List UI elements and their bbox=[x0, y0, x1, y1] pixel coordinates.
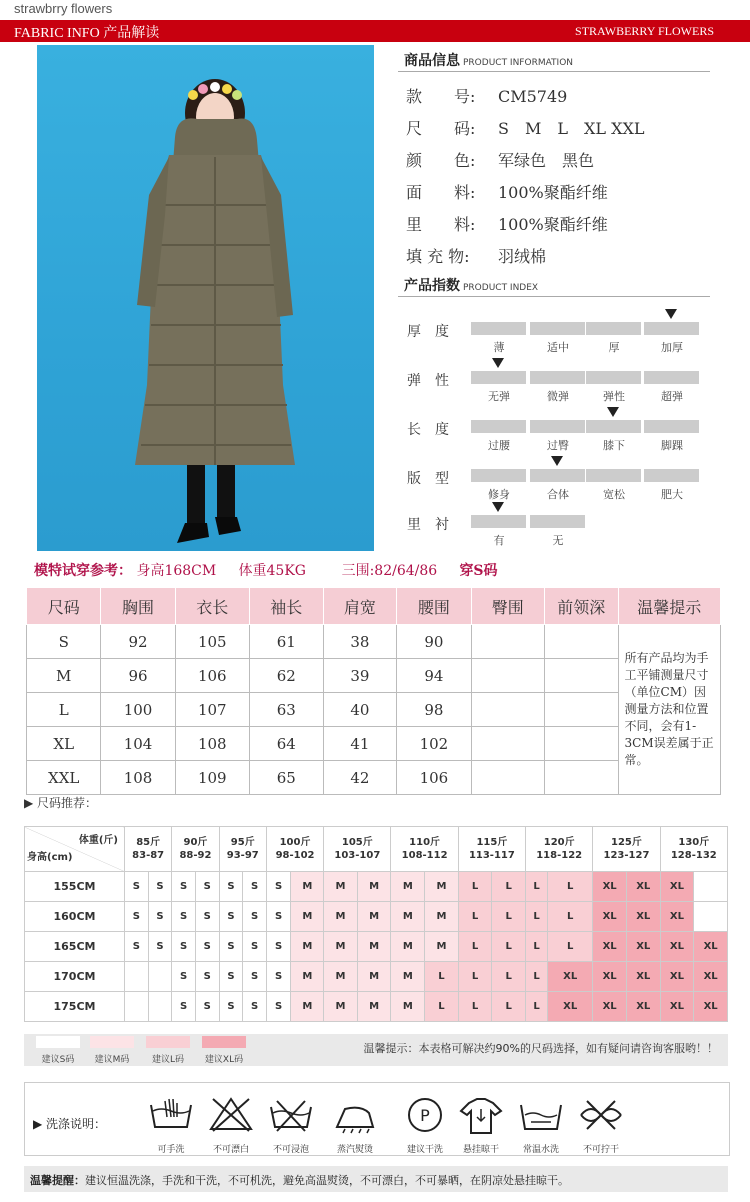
size-recommend-cell: M bbox=[324, 962, 358, 992]
product-photo bbox=[37, 45, 374, 551]
weight-range: 118-122 bbox=[536, 850, 583, 861]
size-table-cell bbox=[471, 727, 545, 761]
corner-cell bbox=[25, 827, 125, 872]
size-recommend-cell: M bbox=[425, 902, 459, 932]
size-recommend-cell: XL bbox=[660, 992, 694, 1022]
size-recommend-cell: L bbox=[492, 962, 526, 992]
size-recommend-cell bbox=[125, 962, 149, 992]
size-recommend-cell: S bbox=[266, 962, 291, 992]
size-recommend-cell: S bbox=[219, 932, 243, 962]
size-recommend-cell: S bbox=[266, 902, 291, 932]
size-legend bbox=[24, 1034, 728, 1066]
wash-icon-label: 不可漂白 bbox=[212, 1145, 249, 1155]
weight-header bbox=[266, 827, 323, 872]
dry-clean-icon bbox=[395, 1095, 455, 1155]
index-segment bbox=[586, 371, 641, 384]
size-recommend-cell: XL bbox=[626, 992, 660, 1022]
weight-header bbox=[172, 827, 219, 872]
index-segment bbox=[471, 322, 526, 335]
wash-label: ▶ 洗涤说明： bbox=[33, 1117, 107, 1131]
size-recommend-cell: L bbox=[425, 992, 459, 1022]
weight-header bbox=[660, 827, 727, 872]
size-recommend-cell: M bbox=[425, 932, 459, 962]
size-table-cell: 106 bbox=[397, 761, 471, 795]
index-row-label: 弹 性 bbox=[407, 373, 449, 389]
warm-tip: 温馨提示：本表格可解决约90%的尺码选择，如有疑问请咨询客服哟！！ bbox=[363, 1042, 718, 1055]
index-option-label: 肥大 bbox=[661, 488, 683, 501]
size-recommend-cell: L bbox=[548, 932, 593, 962]
size-recommend-cell: XL bbox=[694, 932, 728, 962]
size-recommend-cell: L bbox=[548, 872, 593, 902]
size-table-cell: 104 bbox=[101, 727, 175, 761]
info-row-style: 款 号: CM5749 bbox=[406, 87, 568, 106]
size-table-cell bbox=[471, 659, 545, 693]
svg-text:P: P bbox=[420, 1106, 430, 1125]
weight-range: 123-127 bbox=[603, 850, 650, 861]
weight-value: 115斤 bbox=[476, 837, 508, 848]
size-recommend-cell: S bbox=[266, 932, 291, 962]
size-table-cell: 61 bbox=[249, 625, 323, 659]
size-recommend-cell: S bbox=[195, 902, 219, 932]
brand-text: strawbrry flowers bbox=[14, 1, 113, 16]
selected-marker-icon bbox=[665, 309, 677, 319]
size-table-cell: XL bbox=[27, 727, 101, 761]
size-recommend-cell: L bbox=[492, 932, 526, 962]
selected-marker-icon bbox=[492, 358, 504, 368]
index-segment bbox=[644, 371, 699, 384]
size-recommend-cell bbox=[125, 992, 149, 1022]
size-recommend-cell: S bbox=[195, 992, 219, 1022]
index-row-label: 里 衬 bbox=[407, 517, 449, 533]
size-table-cell bbox=[471, 625, 545, 659]
size-recommend-cell: XL bbox=[626, 872, 660, 902]
size-recommend-cell: L bbox=[458, 992, 492, 1022]
hang-dry-icon bbox=[451, 1095, 511, 1155]
legend-swatch bbox=[36, 1036, 80, 1048]
size-table-header: 衣长 bbox=[175, 588, 249, 625]
weight-range: 128-132 bbox=[670, 850, 717, 861]
size-recommend-cell: M bbox=[324, 902, 358, 932]
size-recommend-cell: M bbox=[291, 872, 324, 902]
size-recommend-cell: S bbox=[195, 932, 219, 962]
info-row-size: 尺 码: S M L XL XXL bbox=[406, 119, 645, 138]
size-recommend-cell: M bbox=[357, 872, 391, 902]
table-row bbox=[27, 659, 721, 693]
size-recommend-cell: L bbox=[526, 872, 548, 902]
size-recommend-cell: L bbox=[458, 872, 492, 902]
size-recommend-cell bbox=[148, 962, 172, 992]
size-recommend-cell: S bbox=[195, 872, 219, 902]
info-row-fabric: 面 料: 100%聚酯纤维 bbox=[406, 183, 608, 202]
index-option-label: 无弹 bbox=[488, 390, 510, 403]
weight-header bbox=[324, 827, 391, 872]
size-recommend-cell: M bbox=[391, 902, 425, 932]
size-recommend-cell: L bbox=[492, 992, 526, 1022]
index-segment bbox=[644, 469, 699, 482]
size-recommend-cell: M bbox=[391, 992, 425, 1022]
size-recommend-cell: S bbox=[172, 932, 196, 962]
index-option-label: 厚 bbox=[608, 341, 620, 354]
header-left-title: FABRIC INFO 产品解读 bbox=[14, 26, 160, 41]
height-label: 155CM bbox=[25, 872, 125, 902]
size-table-cell: 102 bbox=[397, 727, 471, 761]
size-table-cell bbox=[471, 761, 545, 795]
table-row bbox=[25, 962, 728, 992]
size-tip: 所有产品均为手工平铺测量尺寸（单位CM）因测量方法和位置不同，会有1-3CM误差属于正常。 bbox=[618, 625, 720, 795]
size-recommend-cell: S bbox=[243, 872, 267, 902]
size-table-cell bbox=[545, 727, 619, 761]
no-soak-icon bbox=[261, 1095, 321, 1155]
size-recommend-cell: S bbox=[125, 902, 149, 932]
weight-header bbox=[219, 827, 266, 872]
size-table-cell: 96 bbox=[101, 659, 175, 693]
size-table-header: 温馨提示 bbox=[618, 588, 720, 625]
weight-value: 95斤 bbox=[230, 837, 255, 848]
index-row-label: 版 型 bbox=[407, 471, 449, 487]
weight-range: 103-107 bbox=[334, 850, 381, 861]
size-recommend-cell: M bbox=[291, 992, 324, 1022]
index-segment bbox=[471, 469, 526, 482]
size-table-cell bbox=[545, 693, 619, 727]
index-segment bbox=[644, 322, 699, 335]
steam-iron-icon bbox=[325, 1095, 385, 1155]
table-row bbox=[27, 761, 721, 795]
size-recommend-cell: XL bbox=[660, 872, 694, 902]
index-segment bbox=[530, 469, 585, 482]
index-option-label: 微弹 bbox=[547, 390, 569, 403]
size-table-header: 前领深 bbox=[545, 588, 619, 625]
wash-icon-label: 蒸汽熨烫 bbox=[336, 1145, 373, 1155]
size-recommend-cell: S bbox=[243, 992, 267, 1022]
size-recommend-cell: XL bbox=[593, 872, 627, 902]
size-recommend-cell: XL bbox=[660, 902, 694, 932]
size-recommend-cell: S bbox=[148, 872, 172, 902]
size-table-cell: 38 bbox=[323, 625, 397, 659]
legend-label: 建议XL码 bbox=[204, 1055, 244, 1065]
size-recommend-cell: XL bbox=[593, 992, 627, 1022]
size-recommend-cell: XL bbox=[660, 962, 694, 992]
bottom-note: 温馨提醒：建议恒温洗涤，手洗和干洗，不可机洗，避免高温熨烫，不可漂白，不可暴晒，在阴凉处悬挂晾干。 bbox=[24, 1166, 728, 1192]
legend-label: 建议L码 bbox=[151, 1055, 184, 1065]
size-table-cell bbox=[545, 659, 619, 693]
index-segment bbox=[644, 420, 699, 433]
weight-header bbox=[125, 827, 172, 872]
selected-marker-icon bbox=[551, 456, 563, 466]
weight-axis-label: 体重(斤) bbox=[78, 835, 118, 846]
weight-range: 98-102 bbox=[275, 850, 315, 861]
size-recommend-cell: S bbox=[243, 932, 267, 962]
index-segment bbox=[471, 420, 526, 433]
info-row-filling: 填 充 物: 羽绒棉 bbox=[406, 247, 547, 266]
index-segment bbox=[530, 515, 585, 528]
size-recommend-cell: S bbox=[266, 992, 291, 1022]
index-segment bbox=[586, 420, 641, 433]
size-table bbox=[26, 587, 721, 795]
size-recommend-cell: XL bbox=[694, 962, 728, 992]
table-row bbox=[27, 727, 721, 761]
size-recommend-cell: XL bbox=[593, 932, 627, 962]
height-label: 170CM bbox=[25, 962, 125, 992]
size-recommend-cell: XL bbox=[660, 932, 694, 962]
weight-value: 90斤 bbox=[183, 837, 208, 848]
size-recommend-cell: S bbox=[125, 932, 149, 962]
size-table-cell: 62 bbox=[249, 659, 323, 693]
size-recommend-table bbox=[24, 826, 728, 1022]
size-table-cell: 100 bbox=[101, 693, 175, 727]
size-recommend-cell bbox=[148, 992, 172, 1022]
header-right-title: STRAWBERRY FLOWERS bbox=[575, 24, 714, 38]
weight-value: 110斤 bbox=[409, 837, 441, 848]
size-table-cell: 42 bbox=[323, 761, 397, 795]
size-recommend-cell: L bbox=[526, 992, 548, 1022]
size-table-cell: 92 bbox=[101, 625, 175, 659]
size-recommend-cell: M bbox=[391, 872, 425, 902]
size-recommend-cell: M bbox=[391, 932, 425, 962]
size-recommend-cell bbox=[694, 872, 728, 902]
index-segment bbox=[471, 515, 526, 528]
weight-header bbox=[526, 827, 593, 872]
divider bbox=[398, 71, 710, 72]
size-table-cell bbox=[545, 761, 619, 795]
size-recommend-cell: S bbox=[148, 902, 172, 932]
size-recommend-cell: M bbox=[357, 932, 391, 962]
size-recommend-cell: XL bbox=[548, 962, 593, 992]
size-table-header: 肩宽 bbox=[323, 588, 397, 625]
size-recommend-cell: M bbox=[425, 872, 459, 902]
size-recommend-cell: XL bbox=[694, 992, 728, 1022]
height-label: 160CM bbox=[25, 902, 125, 932]
weight-range: 108-112 bbox=[401, 850, 448, 861]
size-recommend-cell: S bbox=[172, 872, 196, 902]
index-row-label: 厚 度 bbox=[407, 324, 449, 340]
size-recommend-cell: M bbox=[291, 962, 324, 992]
hand-wash-icon bbox=[141, 1095, 201, 1155]
size-recommend-cell: L bbox=[526, 902, 548, 932]
info-row-lining: 里 料: 100%聚酯纤维 bbox=[406, 215, 608, 234]
size-table-cell: 64 bbox=[249, 727, 323, 761]
size-recommend-cell: S bbox=[148, 932, 172, 962]
index-row-label: 长 度 bbox=[407, 422, 449, 438]
size-recommend-cell: L bbox=[548, 902, 593, 932]
size-recommend-cell: XL bbox=[548, 992, 593, 1022]
index-segment bbox=[530, 322, 585, 335]
size-recommend-cell: S bbox=[125, 872, 149, 902]
model-reference: 模特试穿参考： 身高168CM 体重45KG 三围:82/64/86 穿S码 bbox=[34, 563, 498, 579]
divider bbox=[398, 296, 710, 297]
table-row bbox=[25, 872, 728, 902]
size-table-cell: 65 bbox=[249, 761, 323, 795]
index-option-label: 过臀 bbox=[547, 439, 569, 452]
size-table-cell: 39 bbox=[323, 659, 397, 693]
size-recommend-cell: XL bbox=[626, 962, 660, 992]
index-option-label: 修身 bbox=[488, 488, 510, 501]
index-option-label: 超弹 bbox=[661, 390, 683, 403]
size-recommend-cell: XL bbox=[593, 902, 627, 932]
size-table-cell bbox=[471, 693, 545, 727]
size-recommend-cell: L bbox=[526, 962, 548, 992]
size-recommend-cell: S bbox=[219, 962, 243, 992]
size-table-cell: 41 bbox=[323, 727, 397, 761]
size-recommend-cell: L bbox=[526, 932, 548, 962]
table-row bbox=[25, 932, 728, 962]
legend-label: 建议M码 bbox=[94, 1055, 130, 1065]
size-table-header: 臀围 bbox=[471, 588, 545, 625]
size-recommend-cell: L bbox=[492, 872, 526, 902]
table-row bbox=[25, 902, 728, 932]
size-recommend-cell: S bbox=[243, 962, 267, 992]
index-option-label: 膝下 bbox=[603, 439, 625, 452]
size-recommend-cell: L bbox=[458, 902, 492, 932]
weight-header bbox=[458, 827, 525, 872]
weight-value: 120斤 bbox=[543, 837, 575, 848]
height-label: 175CM bbox=[25, 992, 125, 1022]
index-option-label: 有 bbox=[493, 534, 505, 547]
selected-marker-icon bbox=[607, 407, 619, 417]
index-segment bbox=[530, 420, 585, 433]
weight-range: 93-97 bbox=[226, 850, 259, 861]
size-table-cell: 63 bbox=[249, 693, 323, 727]
index-option-label: 脚踝 bbox=[661, 439, 683, 452]
height-label: 165CM bbox=[25, 932, 125, 962]
size-recommend-cell: M bbox=[357, 992, 391, 1022]
index-option-label: 宽松 bbox=[603, 488, 625, 501]
size-recommend-cell: S bbox=[195, 962, 219, 992]
table-row bbox=[27, 625, 721, 659]
index-option-label: 过腰 bbox=[488, 439, 510, 452]
index-option-label: 适中 bbox=[547, 341, 569, 354]
product-info-title: 商品信息 PRODUCT INFORMATION bbox=[404, 53, 574, 69]
size-recommend-cell: XL bbox=[626, 932, 660, 962]
index-option-label: 弹性 bbox=[603, 390, 625, 403]
size-table-cell: 90 bbox=[397, 625, 471, 659]
legend-swatch bbox=[90, 1036, 134, 1048]
index-segment bbox=[586, 322, 641, 335]
size-recommend-cell: L bbox=[458, 932, 492, 962]
product-index-title: 产品指数 PRODUCT INDEX bbox=[404, 278, 539, 294]
size-recommend-cell: XL bbox=[626, 902, 660, 932]
size-recommend-cell: M bbox=[357, 902, 391, 932]
size-table-cell: S bbox=[27, 625, 101, 659]
size-recommend-cell: M bbox=[324, 872, 358, 902]
wash-icon-label: 常温水洗 bbox=[522, 1145, 559, 1155]
index-option-label: 加厚 bbox=[661, 341, 683, 354]
size-recommend-cell: S bbox=[172, 902, 196, 932]
size-recommend-cell: M bbox=[291, 932, 324, 962]
size-table-cell: 98 bbox=[397, 693, 471, 727]
wash-icon-label: 不可浸泡 bbox=[272, 1145, 309, 1155]
size-recommend-cell: S bbox=[219, 902, 243, 932]
info-row-color: 颜 色: 军绿色 黑色 bbox=[406, 151, 595, 170]
size-recommend-cell bbox=[694, 902, 728, 932]
weight-range: 113-117 bbox=[468, 850, 515, 861]
size-recommend-cell: M bbox=[324, 992, 358, 1022]
size-recommend-cell: S bbox=[219, 992, 243, 1022]
wash-icon-label: 建议干洗 bbox=[406, 1145, 443, 1155]
size-table-cell: 107 bbox=[175, 693, 249, 727]
size-table-cell: L bbox=[27, 693, 101, 727]
size-recommend-cell: M bbox=[291, 902, 324, 932]
size-table-cell: 106 bbox=[175, 659, 249, 693]
wash-icon-label: 不可拧干 bbox=[582, 1145, 619, 1155]
index-segment bbox=[530, 371, 585, 384]
size-recommend-cell: M bbox=[324, 932, 358, 962]
size-table-cell: XXL bbox=[27, 761, 101, 795]
index-option-label: 薄 bbox=[493, 341, 505, 354]
size-table-cell bbox=[545, 625, 619, 659]
size-recommend-cell: L bbox=[492, 902, 526, 932]
size-recommend-cell: S bbox=[266, 872, 291, 902]
size-recommend-cell: S bbox=[172, 962, 196, 992]
size-table-header: 胸围 bbox=[101, 588, 175, 625]
weight-value: 130斤 bbox=[678, 837, 710, 848]
weight-value: 105斤 bbox=[341, 837, 373, 848]
size-table-cell: 40 bbox=[323, 693, 397, 727]
wash-icon-label: 可手洗 bbox=[157, 1145, 185, 1155]
no-wring-icon bbox=[571, 1095, 631, 1155]
height-axis-label: 身高(cm) bbox=[27, 852, 73, 863]
size-recommend-cell: S bbox=[243, 902, 267, 932]
size-table-cell: 105 bbox=[175, 625, 249, 659]
table-row bbox=[25, 992, 728, 1022]
size-recommend-cell: M bbox=[391, 962, 425, 992]
normal-water-wash-icon bbox=[511, 1095, 571, 1155]
index-option-label: 合体 bbox=[547, 488, 569, 501]
size-table-cell: M bbox=[27, 659, 101, 693]
size-table-cell: 108 bbox=[101, 761, 175, 795]
size-table-header: 袖长 bbox=[249, 588, 323, 625]
size-table-header: 尺码 bbox=[27, 588, 101, 625]
legend-swatch bbox=[202, 1036, 246, 1048]
size-recommend-cell: S bbox=[219, 872, 243, 902]
weight-range: 83-87 bbox=[132, 850, 165, 861]
weight-value: 100斤 bbox=[279, 837, 311, 848]
index-segment bbox=[586, 469, 641, 482]
selected-marker-icon bbox=[492, 502, 504, 512]
size-recommend-title: ▶ 尺码推荐： bbox=[24, 796, 98, 810]
size-recommend-cell: M bbox=[357, 962, 391, 992]
legend-label: 建议S码 bbox=[41, 1055, 75, 1065]
weight-value: 85斤 bbox=[136, 837, 161, 848]
no-bleach-icon bbox=[201, 1095, 261, 1155]
header-bar bbox=[0, 20, 750, 42]
wash-instructions bbox=[24, 1082, 730, 1156]
size-recommend-cell: XL bbox=[593, 962, 627, 992]
size-table-cell: 108 bbox=[175, 727, 249, 761]
legend-swatch bbox=[146, 1036, 190, 1048]
table-row bbox=[27, 693, 721, 727]
weight-header bbox=[593, 827, 660, 872]
size-recommend-cell: S bbox=[172, 992, 196, 1022]
size-table-header: 腰围 bbox=[397, 588, 471, 625]
index-segment bbox=[471, 371, 526, 384]
weight-header bbox=[391, 827, 458, 872]
index-option-label: 无 bbox=[552, 534, 564, 547]
size-table-cell: 94 bbox=[397, 659, 471, 693]
wash-icon-label: 悬挂晾干 bbox=[462, 1145, 499, 1155]
size-recommend-cell: L bbox=[458, 962, 492, 992]
size-recommend-cell: L bbox=[425, 962, 459, 992]
size-table-cell: 109 bbox=[175, 761, 249, 795]
weight-value: 125斤 bbox=[611, 837, 642, 848]
weight-range: 88-92 bbox=[179, 850, 212, 861]
